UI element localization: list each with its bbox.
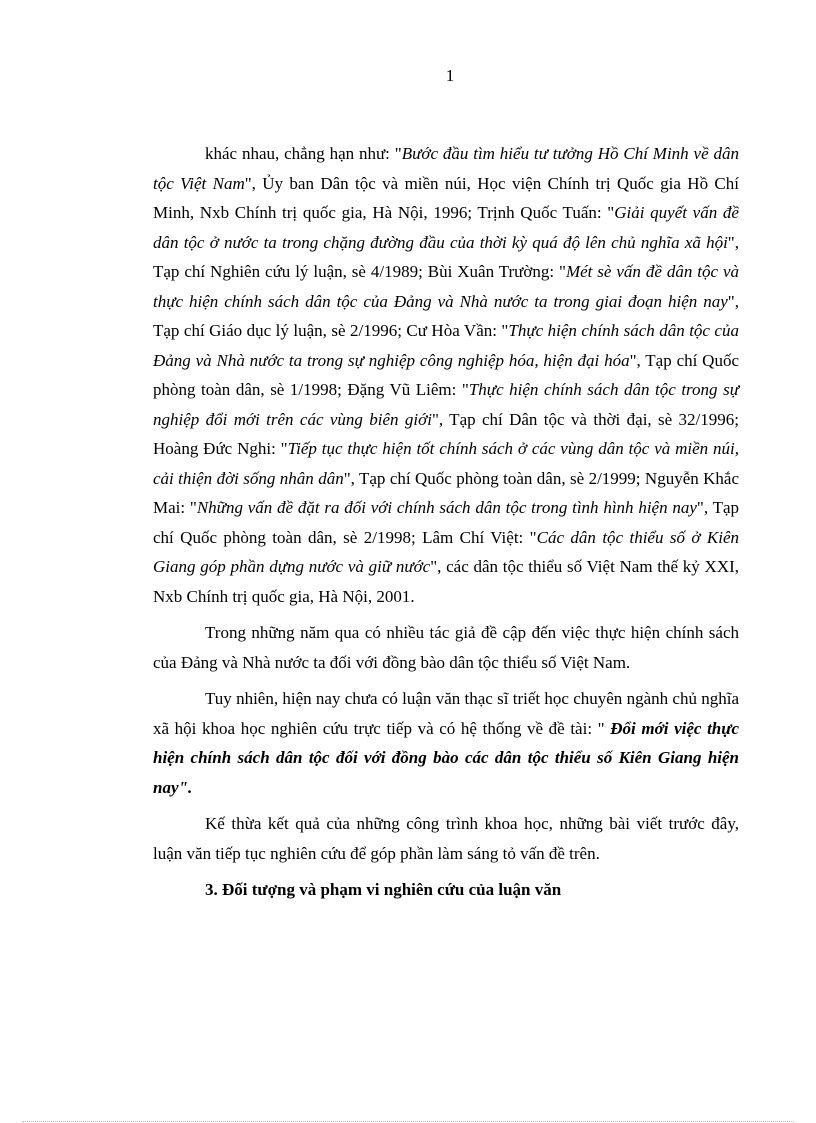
cited-work-title: Mét sè vấn đề dân tộc và thực hiện chính sách dân tộc của Đảng và Nhà nước ta trong giai đoạn hiện nay — [153, 262, 739, 311]
paragraph-research-gap — [153, 684, 739, 802]
text-run: ", Tạp chí Quốc phòng toàn dân, sè 1/1998; Đặng Vũ Liêm: " — [153, 350, 739, 399]
section-heading: 3. Đối tượng và phạm vi nghiên cứu của luận văn — [205, 880, 562, 899]
text-run: Tuy nhiên, hiện nay chưa có luận văn thạc sĩ triết học chuyên ngành chủ nghĩa xã hội khoa học nghiên cứu trực tiếp và có hệ thống về đề tài: " — [153, 689, 739, 738]
cited-work-title: Những vấn đề đặt ra đối với chính sách dân tộc trong tình hình hiện nay — [196, 498, 697, 517]
page-bottom-divider — [22, 1121, 794, 1122]
cited-work-title: Thực hiện chính sách dân tộc trong sự nghiệp đổi mới trên các vùng biên giới — [153, 380, 739, 429]
paragraph-previous-authors — [153, 618, 739, 677]
text-run: ", Tạp chí Nghiên cứu lý luận, sè 4/1989; Bùi Xuân Trường: " — [153, 232, 739, 281]
cited-work-title: Tiếp tục thực hiện tốt chính sách ở các vùng dân tộc và miền núi, cải thiện đời sống nhân dân — [153, 439, 740, 488]
cited-work-title: Giải quyết vấn đề dân tộc ở nước ta trong chặng đường đầu của thời kỳ quá độ lên chủ nghĩa xã hội — [153, 203, 739, 252]
document-body — [153, 139, 739, 905]
text-run: ", các dân tộc thiểu số Việt Nam thế kỷ XXI, Nxb Chính trị quốc gia, Hà Nội, 2001. — [153, 557, 740, 606]
cited-work-title: Thực hiện chính sách dân tộc của Đảng và Nhà nước ta trong sự nghiệp công nghiệp hóa, hiện đại hóa — [153, 321, 739, 370]
page-number: 1 — [445, 66, 455, 85]
cited-work-title: Bước đầu tìm hiểu tư tưởng Hồ Chí Minh về dân tộc Việt Nam — [153, 144, 739, 193]
paragraph-literature-review — [153, 139, 739, 611]
text-run: ", Tạp chí Giáo dục lý luận, sè 2/1996; Cư Hòa Vần: " — [153, 291, 739, 340]
text-run: ", Tạp chí Quốc phòng toàn dân, sè 2/1998; Lâm Chí Việt: " — [153, 498, 740, 547]
paragraph-continuation — [153, 809, 739, 868]
text-run: ", Tạp chí Quốc phòng toàn dân, sè 2/1999; Nguyễn Khắc Mai: " — [153, 468, 740, 517]
text-run: Kế thừa kết quả của những công trình khoa học, những bài viết trước đây, luận văn tiếp tục nghiên cứu để góp phần làm sáng tỏ vấn đề trên. — [153, 814, 739, 863]
text-run: khác nhau, chẳng hạn như: " — [205, 144, 402, 163]
thesis-topic-title: Đổi mới việc thực hiện chính sách dân tộc đối với đồng bào các dân tộc thiểu số Kiên Giang hiện nay". — [153, 718, 739, 797]
text-run: ", Ủy ban Dân tộc và miền núi, Học viện Chính trị Quốc gia Hồ Chí Minh, Nxb Chính trị quốc gia, Hà Nội, 1996; Trịnh Quốc Tuấn: " — [153, 173, 739, 222]
cited-work-title: Các dân tộc thiểu số ở Kiên Giang góp phần dựng nước và giữ nước — [153, 527, 739, 576]
text-run: ", Tạp chí Dân tộc và thời đại, sè 32/1996; Hoàng Đức Nghi: " — [153, 409, 740, 458]
text-run: Trong những năm qua có nhiều tác giả đề cập đến việc thực hiện chính sách của Đảng và Nhà nước ta đối với đồng bào dân tộc thiểu số Việt Nam. — [153, 623, 739, 672]
